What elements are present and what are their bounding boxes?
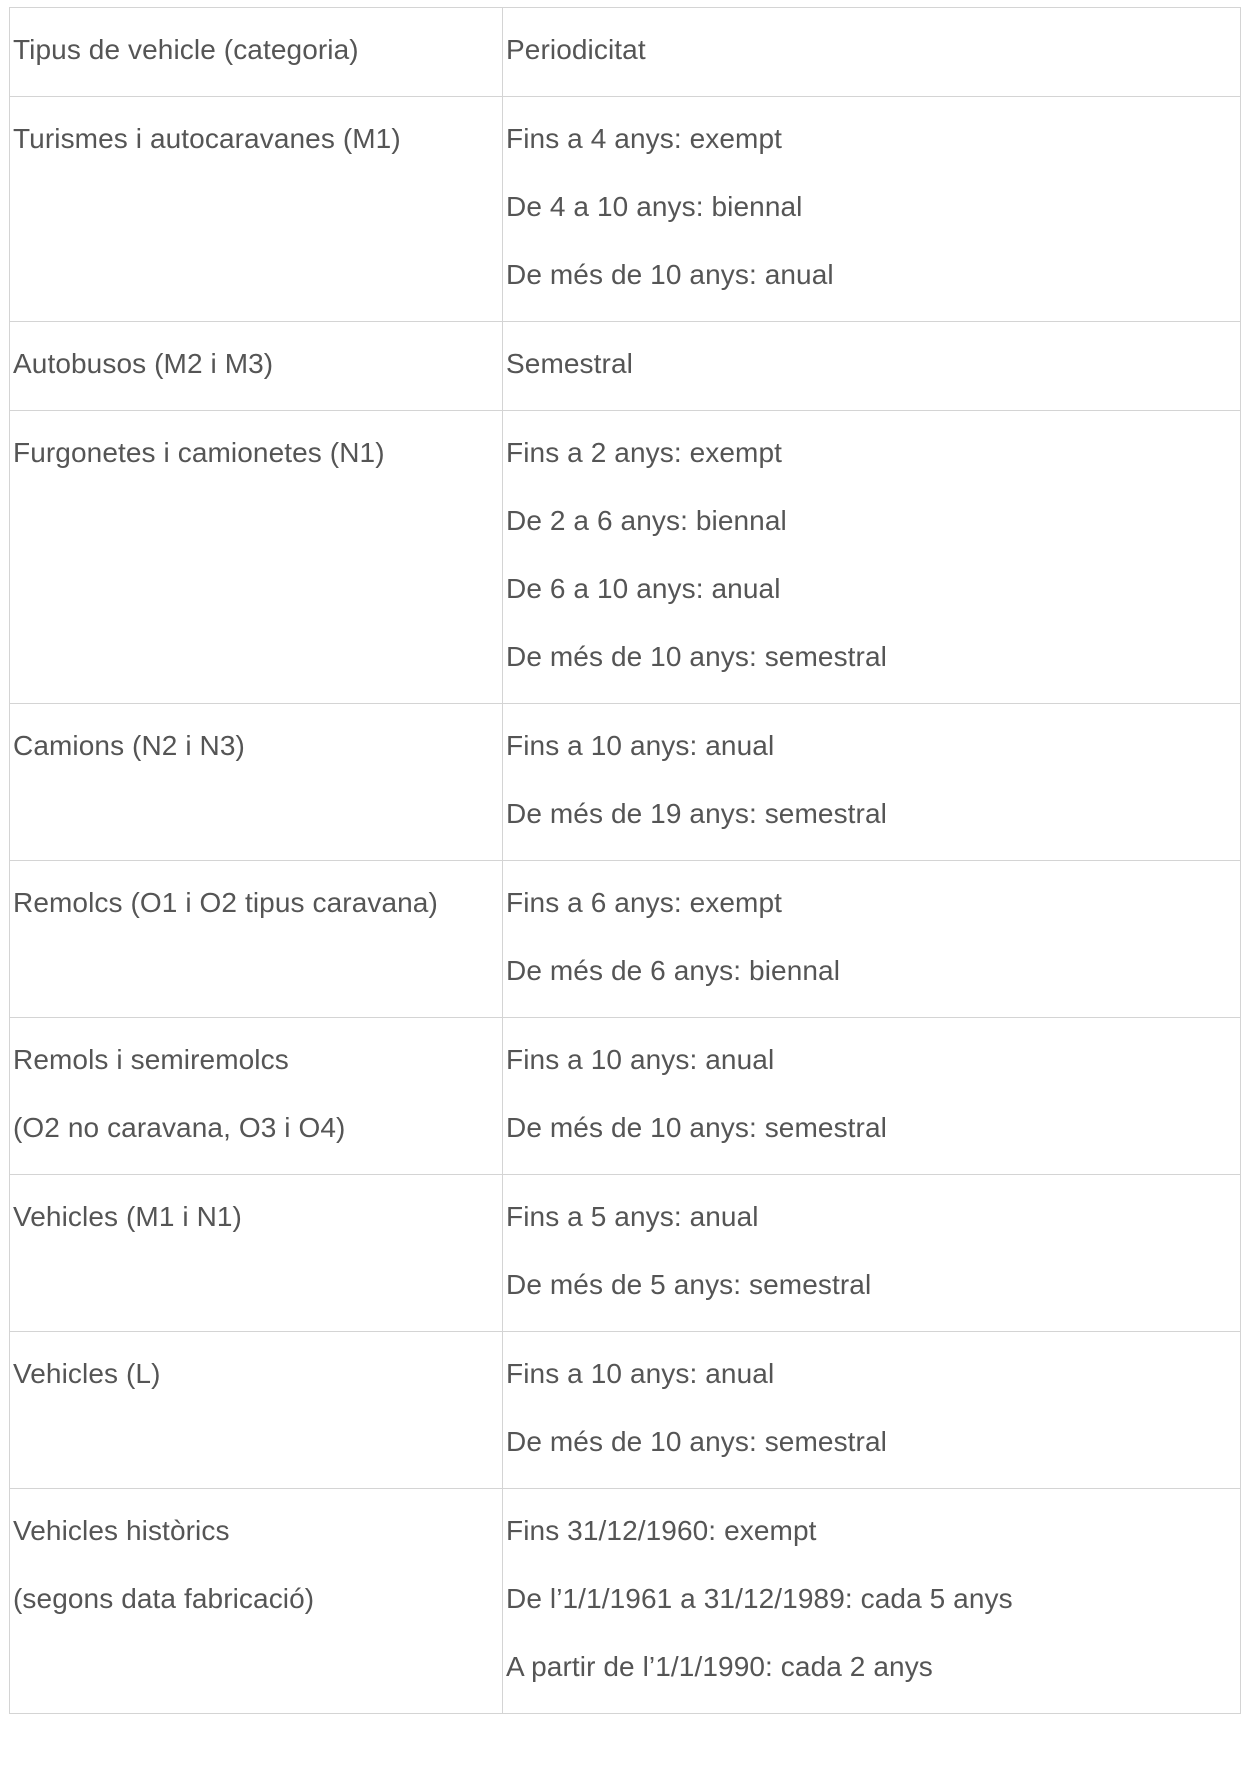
periodicity-text: De més de 5 anys: semestral	[506, 1269, 872, 1300]
periodicity-text: Fins a 2 anys: exempt	[506, 437, 783, 468]
vehicle-type-text: Turismes i autocaravanes (M1)	[13, 123, 401, 154]
vehicle-type-text: Autobusos (M2 i M3)	[13, 348, 274, 379]
periodicity-text: De 2 a 6 anys: biennal	[506, 505, 787, 536]
periodicity-text: Fins a 10 anys: anual	[506, 730, 775, 761]
header-periodicity-label: Periodicitat	[506, 34, 646, 65]
header-cell-periodicity	[503, 8, 1241, 97]
periodicity-text: Fins a 10 anys: anual	[506, 1044, 775, 1075]
periodicity-text: Fins a 10 anys: anual	[506, 1358, 775, 1389]
vehicle-type-cell	[10, 97, 503, 322]
periodicity-text: De 4 a 10 anys: biennal	[506, 191, 803, 222]
periodicity-text: De més de 10 anys: semestral	[506, 641, 887, 672]
periodicity-cell	[503, 1332, 1241, 1489]
vehicle-type-cell	[10, 704, 503, 861]
periodicity-text: A partir de l’1/1/1990: cada 2 anys	[506, 1651, 933, 1682]
periodicity-cell	[503, 704, 1241, 861]
periodicity-text: Fins a 4 anys: exempt	[506, 123, 783, 154]
vehicle-type-cell	[10, 1489, 503, 1714]
vehicle-type-cell	[10, 322, 503, 411]
periodicity-text: Fins 31/12/1960: exempt	[506, 1515, 817, 1546]
table-row	[10, 322, 1241, 411]
periodicity-text: De més de 10 anys: semestral	[506, 1112, 887, 1143]
periodicity-cell	[503, 322, 1241, 411]
vehicle-type-cell	[10, 861, 503, 1018]
periodicity-cell	[503, 1489, 1241, 1714]
periodicity-text: De 6 a 10 anys: anual	[506, 573, 781, 604]
periodicity-text: Fins a 6 anys: exempt	[506, 887, 783, 918]
vehicle-type-text: Vehicles (L)	[13, 1358, 161, 1389]
vehicle-type-cell	[10, 1018, 503, 1175]
table-row	[10, 1018, 1241, 1175]
table-body	[10, 8, 1241, 1714]
vehicle-type-text: Camions (N2 i N3)	[13, 730, 245, 761]
inspection-periodicity-table	[9, 7, 1241, 1714]
table-row	[10, 97, 1241, 322]
header-cell-vehicle-type	[10, 8, 503, 97]
vehicle-type-text: Vehicles (M1 i N1)	[13, 1201, 242, 1232]
periodicity-text: De més de 10 anys: semestral	[506, 1426, 887, 1457]
vehicle-type-text: Vehicles històrics	[13, 1515, 230, 1546]
periodicity-text: De més de 10 anys: anual	[506, 259, 834, 290]
vehicle-type-text: Furgonetes i camionetes (N1)	[13, 437, 385, 468]
table-row	[10, 411, 1241, 704]
table-row	[10, 861, 1241, 1018]
vehicle-type-text: (segons data fabricació)	[13, 1583, 315, 1614]
header-vehicle-type-label: Tipus de vehicle (categoria)	[13, 34, 359, 65]
document	[9, 7, 1240, 1714]
periodicity-cell	[503, 97, 1241, 322]
periodicity-cell	[503, 1018, 1241, 1175]
periodicity-text: De més de 19 anys: semestral	[506, 798, 887, 829]
periodicity-text: Semestral	[506, 348, 633, 379]
periodicity-cell	[503, 1175, 1241, 1332]
periodicity-cell	[503, 411, 1241, 704]
table-header-row	[10, 8, 1241, 97]
periodicity-cell	[503, 861, 1241, 1018]
vehicle-type-cell	[10, 1175, 503, 1332]
vehicle-type-text: (O2 no caravana, O3 i O4)	[13, 1112, 346, 1143]
vehicle-type-text: Remolcs (O1 i O2 tipus caravana)	[13, 887, 438, 918]
vehicle-type-cell	[10, 411, 503, 704]
table-row	[10, 1332, 1241, 1489]
periodicity-text: De més de 6 anys: biennal	[506, 955, 841, 986]
periodicity-text: De l’1/1/1961 a 31/12/1989: cada 5 anys	[506, 1583, 1013, 1614]
periodicity-text: Fins a 5 anys: anual	[506, 1201, 759, 1232]
table-row	[10, 1175, 1241, 1332]
table-row	[10, 704, 1241, 861]
vehicle-type-cell	[10, 1332, 503, 1489]
vehicle-type-text: Remols i semiremolcs	[13, 1044, 289, 1075]
table-row	[10, 1489, 1241, 1714]
